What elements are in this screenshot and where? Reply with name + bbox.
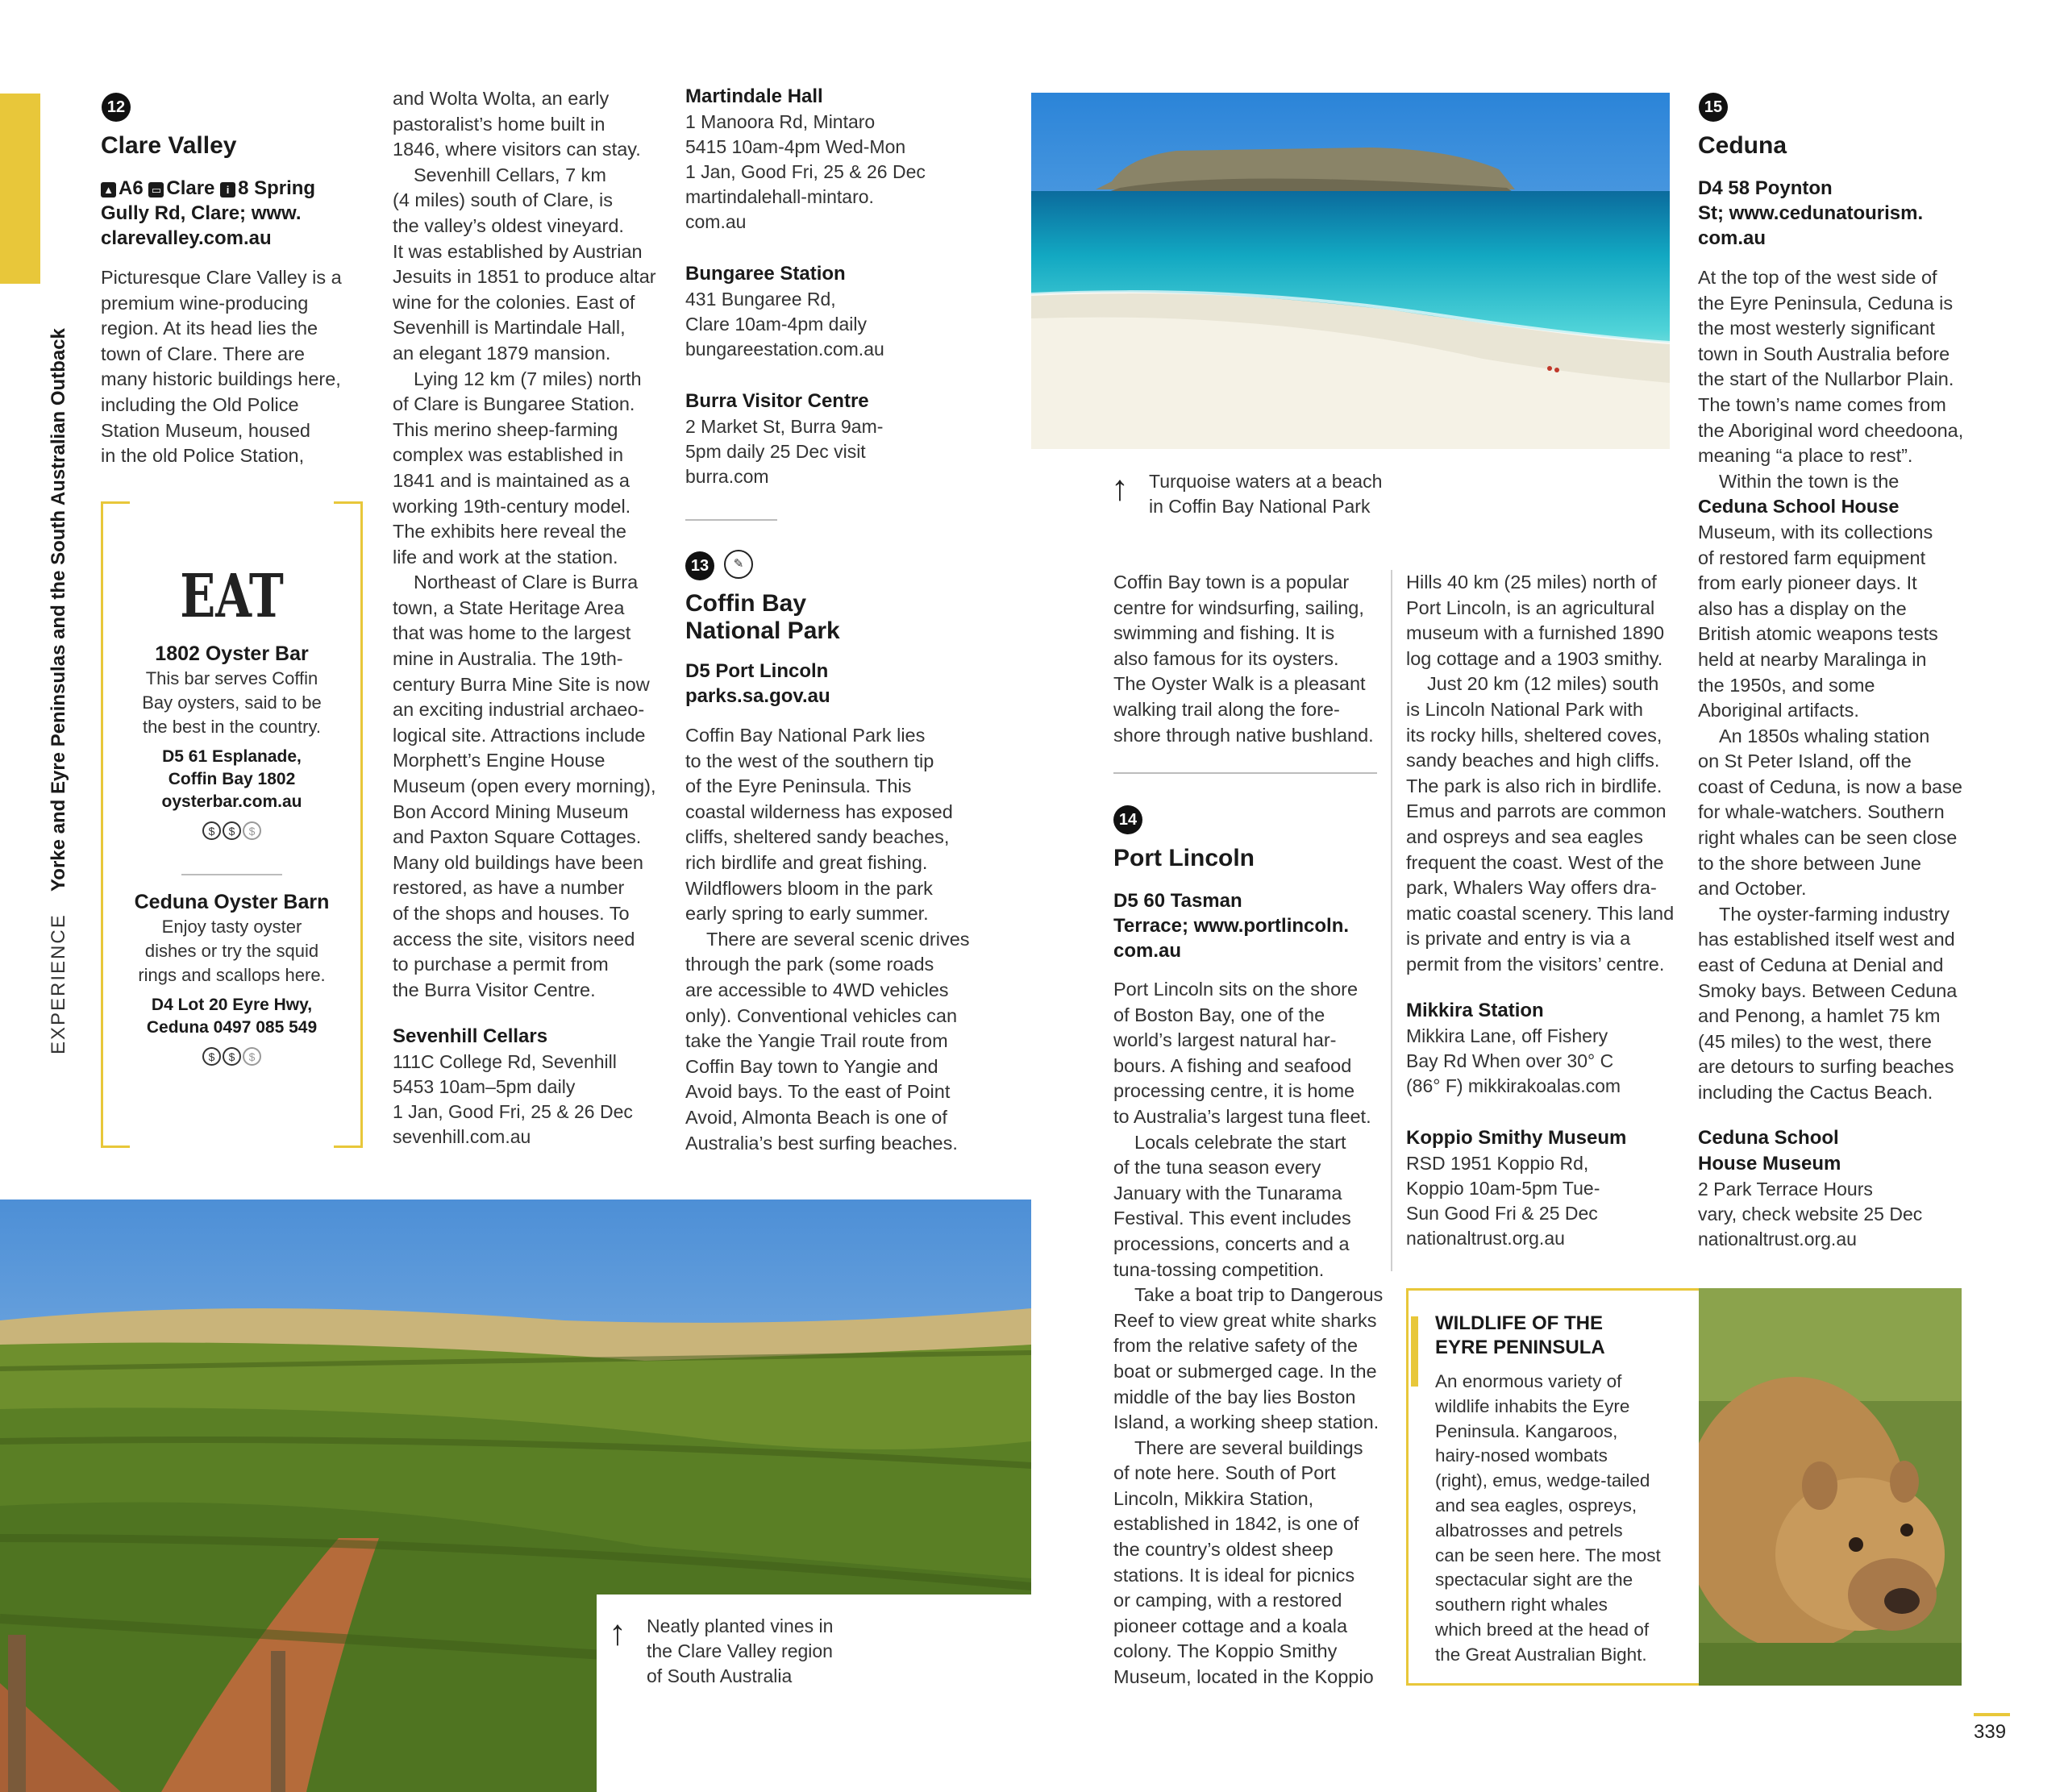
- listing-name: Mikkira Station: [1406, 1000, 1544, 1021]
- text-line: meaning “a place to rest”.: [1698, 445, 1913, 467]
- caption-line: the Clare Valley region: [647, 1640, 833, 1661]
- info-line: parks.sa.gov.au: [685, 685, 830, 707]
- wombat-photo: [1699, 1288, 1962, 1686]
- info-line: com.au: [1698, 227, 1766, 249]
- caption-line: Neatly planted vines in: [647, 1615, 834, 1636]
- text-line: including the Old Police: [101, 393, 299, 415]
- listing-name: Koppio Smithy Museum: [1406, 1127, 1627, 1149]
- text-line: only). Conventional vehicles can: [685, 1004, 958, 1026]
- entry-number-15: 15: [1699, 93, 1728, 122]
- text-line: The town’s name comes from: [1698, 393, 1946, 415]
- title-line: WILDLIFE OF THE: [1435, 1312, 1603, 1334]
- clare-valley-intro: [101, 265, 367, 469]
- title-line: National Park: [685, 617, 840, 644]
- page-number: 339: [1974, 1721, 2007, 1743]
- text-line: Smoky bays. Between Ceduna: [1698, 979, 1958, 1001]
- text-line: Festival. This event includes: [1113, 1208, 1351, 1229]
- text-line: Avoid, Almonta Beach is one of: [685, 1106, 947, 1128]
- title-line: Coffin Bay: [685, 590, 806, 617]
- text-line: also has a display on the: [1698, 597, 1907, 619]
- listing-line: Bay Rd When over 30° C: [1406, 1050, 1614, 1071]
- listing-line: nationaltrust.org.au: [1406, 1228, 1565, 1249]
- text-line: An 1850s whaling station: [1719, 725, 1930, 746]
- clare-valley-title: Clare Valley: [101, 132, 237, 159]
- port-lincoln-title: Port Lincoln: [1113, 845, 1255, 871]
- column-2-body: [393, 86, 667, 1003]
- listing-line: nationaltrust.org.au: [1698, 1229, 1857, 1249]
- venue-desc: Enjoy tasty oyster: [161, 917, 302, 937]
- text-line: working 19th-century model.: [393, 495, 631, 517]
- text-line: Northeast of Clare is Burra: [414, 572, 639, 593]
- info-line: D5 60 Tasman: [1113, 890, 1242, 912]
- martindale-listing: [685, 84, 976, 235]
- text-line: is Lincoln National Park with: [1406, 698, 1643, 720]
- text-line: British atomic weapons tests: [1698, 623, 1938, 645]
- text-line: for whale-watchers. Southern: [1698, 801, 1945, 823]
- text-line: processions, concerts and a: [1113, 1233, 1350, 1254]
- text-line: Museum (open every morning),: [393, 775, 656, 797]
- text-line: (right), emus, wedge-tailed: [1435, 1470, 1650, 1491]
- text-line: of the tuna season every: [1113, 1157, 1321, 1179]
- coffin-bay-info: [685, 659, 976, 709]
- text-line: bours. A fishing and seafood: [1113, 1054, 1352, 1076]
- venue-info: D4 Lot 20 Eyre Hwy,: [151, 996, 313, 1014]
- text-line: of the Eyre Peninsula. This: [685, 775, 912, 797]
- info-line: D4 58 Poynton: [1698, 177, 1833, 199]
- text-line: sandy beaches and high cliffs.: [1406, 750, 1660, 771]
- text-line: Just 20 km (12 miles) south: [1427, 673, 1659, 695]
- text-line: coastal wilderness has exposed: [685, 800, 953, 822]
- port-lincoln-body: [1113, 977, 1388, 1690]
- info-line: D5 Port Lincoln: [685, 660, 829, 682]
- sidebar-section-label: EXPERIENCE: [48, 913, 69, 1054]
- text-line: Australia’s best surfing beaches.: [685, 1132, 958, 1154]
- listing-line: RSD 1951 Koppio Rd,: [1406, 1153, 1589, 1174]
- name-line: Ceduna School: [1698, 1127, 1839, 1149]
- text-line: walking trail along the fore-: [1113, 698, 1340, 720]
- caption-line: Turquoise waters at a beach: [1149, 471, 1383, 492]
- text-line: The oyster-farming industry: [1719, 903, 1950, 925]
- eat-venue-2: [101, 889, 363, 1066]
- listing-line: 1 Jan, Good Fri, 25 & 26 Dec: [685, 161, 926, 182]
- map-icon: ▲: [101, 182, 116, 197]
- dollar-icon: $: [243, 821, 261, 840]
- text-line: Aboriginal artifacts.: [1698, 700, 1859, 721]
- text-line: held at nearby Maralinga in: [1698, 648, 1927, 670]
- text-line: albatrosses and petrels: [1435, 1520, 1623, 1540]
- text-line: from the relative safety of the: [1113, 1335, 1359, 1357]
- sidebar-running-head: [47, 328, 71, 1054]
- text-line: swimming and fishing. It is: [1113, 622, 1335, 644]
- text-line: of the shops and houses. To: [393, 903, 630, 924]
- arrow-up-icon: ↑: [609, 1613, 626, 1653]
- text-line: logical site. Attractions include: [393, 724, 646, 746]
- listing-line: Sun Good Fri & 25 Dec: [1406, 1203, 1598, 1224]
- text-line: early spring to early summer.: [685, 903, 929, 925]
- text-line: town of Clare. There are: [101, 343, 305, 364]
- price-rating: [101, 821, 363, 840]
- ceduna-info: [1698, 176, 1972, 251]
- info-line: Terrace; www.portlincoln.: [1113, 915, 1350, 937]
- text-line: the start of the Nullarbor Plain.: [1698, 368, 1954, 390]
- text-line: of Clare is Bungaree Station.: [393, 393, 635, 415]
- listing-line: Clare 10am-4pm daily: [685, 314, 867, 335]
- text-line: also famous for its oysters.: [1113, 647, 1339, 669]
- text-line: to the west of the southern tip: [685, 750, 934, 771]
- ceduna-title: Ceduna: [1698, 132, 1787, 159]
- text-line: hairy-nosed wombats: [1435, 1445, 1608, 1466]
- text-line: At the top of the west side of: [1698, 267, 1937, 288]
- clare-info-line: clarevalley.com.au: [101, 227, 272, 249]
- text-line: Lincoln, Mikkira Station,: [1113, 1487, 1314, 1509]
- text-line: life and work at the station.: [393, 546, 618, 568]
- dollar-icon: $: [202, 1047, 221, 1066]
- bungaree-listing: [685, 261, 976, 362]
- venue-desc: rings and scallops here.: [138, 965, 326, 985]
- info-icon: i: [220, 182, 235, 197]
- divider: [1113, 772, 1377, 774]
- text-line: and October.: [1698, 878, 1807, 900]
- text-line: Take a boat trip to Dangerous: [1134, 1284, 1384, 1306]
- text-line: and Penong, a hamlet 75 km: [1698, 1005, 1941, 1027]
- text-line: pastoralist’s home built in: [393, 113, 605, 135]
- burra-listing: [685, 389, 976, 489]
- text-line: Coffin Bay National Park lies: [685, 725, 926, 746]
- listing-line: 5pm daily 25 Dec visit: [685, 441, 866, 462]
- text-line: 1841 and is maintained as a: [393, 469, 630, 491]
- listing-line: bungareestation.com.au: [685, 339, 884, 360]
- listing-line: com.au: [685, 211, 747, 232]
- wombat-illustration: [1699, 1288, 1962, 1686]
- text-line: Jesuits in 1851 to produce altar: [393, 266, 656, 288]
- clare-valley-info: ▲ A6 ▭ Clare i 8 Spring Gully Rd, Clare; www. clarevalley.com.au: [101, 176, 359, 251]
- listing-name: [1698, 1125, 1988, 1177]
- ticket-icon: ✎: [724, 550, 753, 579]
- text-line: stations. It is ideal for picnics: [1113, 1564, 1355, 1586]
- text-line: are accessible to 4WD vehicles: [685, 979, 949, 1000]
- wildlife-accent-bar: [1411, 1316, 1418, 1387]
- listing-name: Burra Visitor Centre: [685, 390, 869, 412]
- listing-name: Sevenhill Cellars: [393, 1025, 548, 1047]
- dollar-icon: $: [223, 1047, 241, 1066]
- venue-desc: dishes or try the squid: [144, 941, 319, 961]
- listing-line: 2 Market St, Burra 9am-: [685, 416, 884, 437]
- entry-number-14: 14: [1113, 805, 1142, 834]
- text-line: Port Lincoln sits on the shore: [1113, 979, 1359, 1000]
- listing-line: 1 Jan, Good Fri, 25 & 26 Dec: [393, 1101, 633, 1122]
- listing-line: 2 Park Terrace Hours: [1698, 1179, 1873, 1200]
- text-line: Station Museum, housed: [101, 419, 310, 441]
- text-line: the Burra Visitor Centre.: [393, 979, 596, 1000]
- text-line: Bon Accord Mining Museum: [393, 800, 629, 822]
- text-line: which breed at the head of: [1435, 1619, 1650, 1640]
- venue-name: Ceduna Oyster Barn: [134, 891, 330, 913]
- coffin-bay-beach-photo: [1031, 93, 1670, 449]
- text-line: log cottage and a 1903 smithy.: [1406, 647, 1663, 669]
- text-line: has established itself west and: [1698, 929, 1955, 950]
- text-line: complex was established in: [393, 444, 624, 466]
- dollar-icon: $: [243, 1047, 261, 1066]
- text-line: town in South Australia before: [1698, 343, 1950, 364]
- text-line: to the shore between June: [1698, 852, 1921, 874]
- listing-line: 5453 10am–5pm daily: [393, 1076, 576, 1097]
- divider: [685, 519, 777, 521]
- text-line: Emus and parrots are common: [1406, 800, 1667, 822]
- caption-line: of South Australia: [647, 1665, 793, 1686]
- text-line: Sevenhill Cellars, 7 km: [414, 164, 607, 185]
- text-line: Many old buildings have been: [393, 851, 643, 873]
- text-line: Ceduna School House: [1698, 496, 1900, 518]
- listing-line: burra.com: [685, 466, 769, 487]
- sidebar-accent-bar: [0, 94, 40, 284]
- eat-box: [101, 501, 363, 1148]
- text-line: Museum, located in the Koppio: [1113, 1666, 1374, 1688]
- text-line: (45 miles) to the west, there: [1698, 1030, 1932, 1052]
- text-line: coast of Ceduna, is now a base: [1698, 775, 1962, 797]
- dollar-icon: $: [202, 821, 221, 840]
- text-line: 1846, where visitors can stay.: [393, 139, 641, 160]
- text-line: and ospreys and sea eagles: [1406, 825, 1643, 847]
- listing-line: (86° F) mikkirakoalas.com: [1406, 1075, 1621, 1096]
- text-line: Within the town is the: [1719, 470, 1900, 492]
- text-line: processing centre, it is home: [1113, 1080, 1355, 1102]
- text-line: Wildflowers bloom in the park: [685, 877, 933, 899]
- column-divider: [1391, 570, 1392, 1271]
- text-line: It was established by Austrian: [393, 240, 643, 262]
- venue-info: Ceduna 0497 085 549: [146, 1018, 318, 1037]
- venue-info: Coffin Bay 1802: [168, 770, 296, 788]
- entry-number-12: 12: [102, 93, 131, 122]
- text-line: can be seen here. The most: [1435, 1545, 1661, 1565]
- text-line: frequent the coast. West of the: [1406, 851, 1664, 873]
- ceduna-school-listing: [1698, 1125, 1988, 1252]
- vineyard-caption: [647, 1614, 833, 1689]
- text-line: The exhibits here reveal the: [393, 521, 626, 543]
- text-line: of restored farm equipment: [1698, 547, 1926, 568]
- text-line: premium wine-producing: [101, 292, 309, 314]
- listing-line: 111C College Rd, Sevenhill: [393, 1051, 617, 1072]
- listing-line: sevenhill.com.au: [393, 1126, 531, 1147]
- clare-info-line: Gully Rd, Clare; www.: [101, 202, 302, 224]
- text-line: Coffin Bay town to Yangie and: [685, 1055, 938, 1077]
- text-line: shore through native bushland.: [1113, 724, 1374, 746]
- text-line: world’s largest natural har-: [1113, 1029, 1337, 1051]
- listing-line: 431 Bungaree Rd,: [685, 289, 836, 310]
- dollar-icon: $: [223, 821, 241, 840]
- wildlife-body: [1435, 1370, 1677, 1668]
- venue-desc: Bay oysters, said to be: [142, 692, 322, 713]
- listing-name: Bungaree Station: [685, 263, 846, 285]
- text-line: an elegant 1879 mansion.: [393, 342, 611, 364]
- text-line: access the site, visitors need: [393, 928, 635, 950]
- column-5-body: [1406, 570, 1680, 978]
- text-line: middle of the bay lies Boston: [1113, 1386, 1356, 1407]
- text-line: Picturesque Clare Valley is a: [101, 267, 342, 288]
- text-line: park, Whalers Way offers dra-: [1406, 877, 1657, 899]
- text-line: Hills 40 km (25 miles) north of: [1406, 572, 1657, 592]
- text-line: Museum, with its collections: [1698, 521, 1933, 543]
- text-line: rich birdlife and great fishing.: [685, 851, 928, 873]
- sevenhill-listing: [393, 1024, 667, 1150]
- text-line: the country’s oldest sheep: [1113, 1539, 1334, 1561]
- text-line: January with the Tunarama: [1113, 1182, 1342, 1204]
- text-line: wine for the colonies. East of: [393, 291, 635, 313]
- text-line: or camping, with a restored: [1113, 1590, 1342, 1611]
- text-line: on St Peter Island, off the: [1698, 750, 1912, 772]
- text-line: century Burra Mine Site is now: [393, 673, 650, 695]
- text-line: region. At its head lies the: [101, 318, 318, 339]
- text-line: take the Yangie Trail route from: [685, 1030, 948, 1052]
- text-line: the most westerly significant: [1698, 318, 1935, 339]
- text-line: The park is also rich in birdlife.: [1406, 775, 1662, 796]
- text-line: southern right whales: [1435, 1595, 1608, 1615]
- beach-caption: [1149, 469, 1382, 519]
- text-line: to Australia’s largest tuna fleet.: [1113, 1105, 1371, 1127]
- text-line: Sevenhill is Martindale Hall,: [393, 317, 626, 339]
- text-line: Island, a working sheep station.: [1113, 1412, 1379, 1433]
- coffin-bay-title: [685, 590, 840, 645]
- text-line: tuna-tossing competition.: [1113, 1258, 1325, 1280]
- divider: [181, 874, 282, 875]
- listing-line: Koppio 10am-5pm Tue-: [1406, 1178, 1600, 1199]
- arrow-up-icon: ↑: [1111, 468, 1129, 508]
- listing-name: Martindale Hall: [685, 85, 823, 107]
- text-line: and sea eagles, ospreys,: [1435, 1495, 1637, 1516]
- text-line: to purchase a permit from: [393, 954, 609, 975]
- text-line: through the park (some roads: [685, 954, 934, 975]
- text-line: Morphett’s Engine House: [393, 750, 605, 771]
- coffin-bay-body: [685, 723, 984, 1156]
- text-line: the 1950s, and some: [1698, 674, 1875, 696]
- text-line: and Wolta Wolta, an early: [393, 88, 610, 109]
- info-line: com.au: [1113, 940, 1182, 962]
- page-number-rule: [1974, 1713, 2010, 1716]
- bus-icon: ▭: [148, 182, 164, 197]
- info-line: St; www.cedunatourism.: [1698, 202, 1924, 224]
- venue-desc: the best in the country.: [143, 717, 321, 737]
- text-line: Lying 12 km (7 miles) north: [414, 368, 642, 389]
- text-line: are detours to surfing beaches: [1698, 1056, 1954, 1078]
- text-line: and Paxton Square Cottages.: [393, 826, 642, 848]
- text-line: town, a State Heritage Area: [393, 597, 625, 618]
- wildlife-title: [1435, 1312, 1605, 1360]
- text-line: matic coastal scenery. This land: [1406, 902, 1675, 924]
- listing-line: vary, check website 25 Dec: [1698, 1204, 1923, 1224]
- text-line: boat or submerged cage. In the: [1113, 1360, 1377, 1382]
- text-line: permit from the visitors’ centre.: [1406, 953, 1665, 975]
- text-line: the Aboriginal word cheedoona,: [1698, 419, 1964, 441]
- text-line: Peninsula. Kangaroos,: [1435, 1420, 1618, 1441]
- sidebar-title: Yorke and Eyre Peninsulas and the South Australian Outback: [48, 328, 69, 892]
- text-line: There are several scenic drives: [706, 928, 970, 950]
- caption-line: in Coffin Bay National Park: [1149, 496, 1371, 517]
- text-line: Avoid bays. To the east of Point: [685, 1081, 951, 1103]
- text-line: established in 1842, is one of: [1113, 1513, 1359, 1535]
- text-line: restored, as have a number: [393, 877, 625, 899]
- text-line: The Oyster Walk is a pleasant: [1113, 673, 1366, 695]
- text-line: east of Ceduna at Denial and: [1698, 954, 1944, 976]
- beach-illustration: [1031, 93, 1670, 449]
- name-line: House Museum: [1698, 1153, 1841, 1175]
- venue-name: 1802 Oyster Bar: [155, 642, 309, 665]
- eat-venue-1: [101, 641, 363, 840]
- price-rating: [101, 1047, 363, 1066]
- text-line: An enormous variety of: [1435, 1371, 1622, 1391]
- text-line: right whales can be seen close: [1698, 827, 1958, 849]
- venue-info: oysterbar.com.au: [161, 792, 302, 811]
- entry-number-13: 13: [685, 551, 714, 580]
- text-line: that was home to the largest: [393, 622, 631, 644]
- text-line: pioneer cottage and a koala: [1113, 1615, 1348, 1636]
- text-line: cliffs, sheltered sandy beaches,: [685, 826, 950, 848]
- text-line: of Boston Bay, one of the: [1113, 1004, 1325, 1025]
- text-line: the Great Australian Bight.: [1435, 1644, 1647, 1665]
- venue-info: D5 61 Esplanade,: [162, 747, 302, 766]
- listing-line: 5415 10am-4pm Wed-Mon: [685, 136, 906, 157]
- text-line: museum with a furnished 1890: [1406, 622, 1665, 644]
- text-line: Reef to view great white sharks: [1113, 1309, 1377, 1331]
- text-line: the Eyre Peninsula, Ceduna is: [1698, 292, 1954, 314]
- text-line: in the old Police Station,: [101, 445, 305, 467]
- port-lincoln-info: [1113, 888, 1388, 963]
- eat-heading: EAT: [180, 562, 284, 631]
- text-line: from early pioneer days. It: [1698, 572, 1917, 594]
- text-line: spectacular sight are the: [1435, 1570, 1633, 1590]
- ceduna-body: [1698, 265, 1972, 1106]
- text-line: centre for windsurfing, sailing,: [1113, 597, 1364, 618]
- text-line: Locals celebrate the start: [1134, 1131, 1346, 1153]
- listing-line: Mikkira Lane, off Fishery: [1406, 1025, 1608, 1046]
- text-line: is private and entry is via a: [1406, 928, 1631, 950]
- text-line: of note here. South of Port: [1113, 1462, 1336, 1484]
- text-line: the valley’s oldest vineyard.: [393, 214, 624, 236]
- koppio-listing: [1406, 1125, 1680, 1251]
- text-line: an exciting industrial archaeo-: [393, 699, 645, 721]
- text-line: including the Cactus Beach.: [1698, 1082, 1933, 1103]
- text-line: many historic buildings here,: [101, 368, 341, 390]
- venue-desc: This bar serves Coffin: [145, 668, 318, 688]
- text-line: Port Lincoln, is an agricultural: [1406, 597, 1655, 618]
- text-line: This merino sheep-farming: [393, 418, 618, 440]
- mikkira-listing: [1406, 998, 1680, 1099]
- text-line: Coffin Bay town is a popular: [1113, 572, 1350, 592]
- text-line: mine in Australia. The 19th-: [393, 648, 623, 670]
- text-line: (4 miles) south of Clare, is: [393, 189, 613, 211]
- text-line: wildlife inhabits the Eyre: [1435, 1395, 1630, 1416]
- text-line: There are several buildings: [1134, 1437, 1363, 1458]
- coffin-bay-town-text: [1113, 570, 1388, 748]
- listing-line: 1 Manoora Rd, Mintaro: [685, 111, 876, 132]
- text-line: its rocky hills, sheltered coves,: [1406, 724, 1662, 746]
- title-line: EYRE PENINSULA: [1435, 1337, 1605, 1358]
- listing-line: martindalehall-mintaro.: [685, 186, 874, 207]
- text-line: colony. The Koppio Smithy: [1113, 1640, 1338, 1662]
